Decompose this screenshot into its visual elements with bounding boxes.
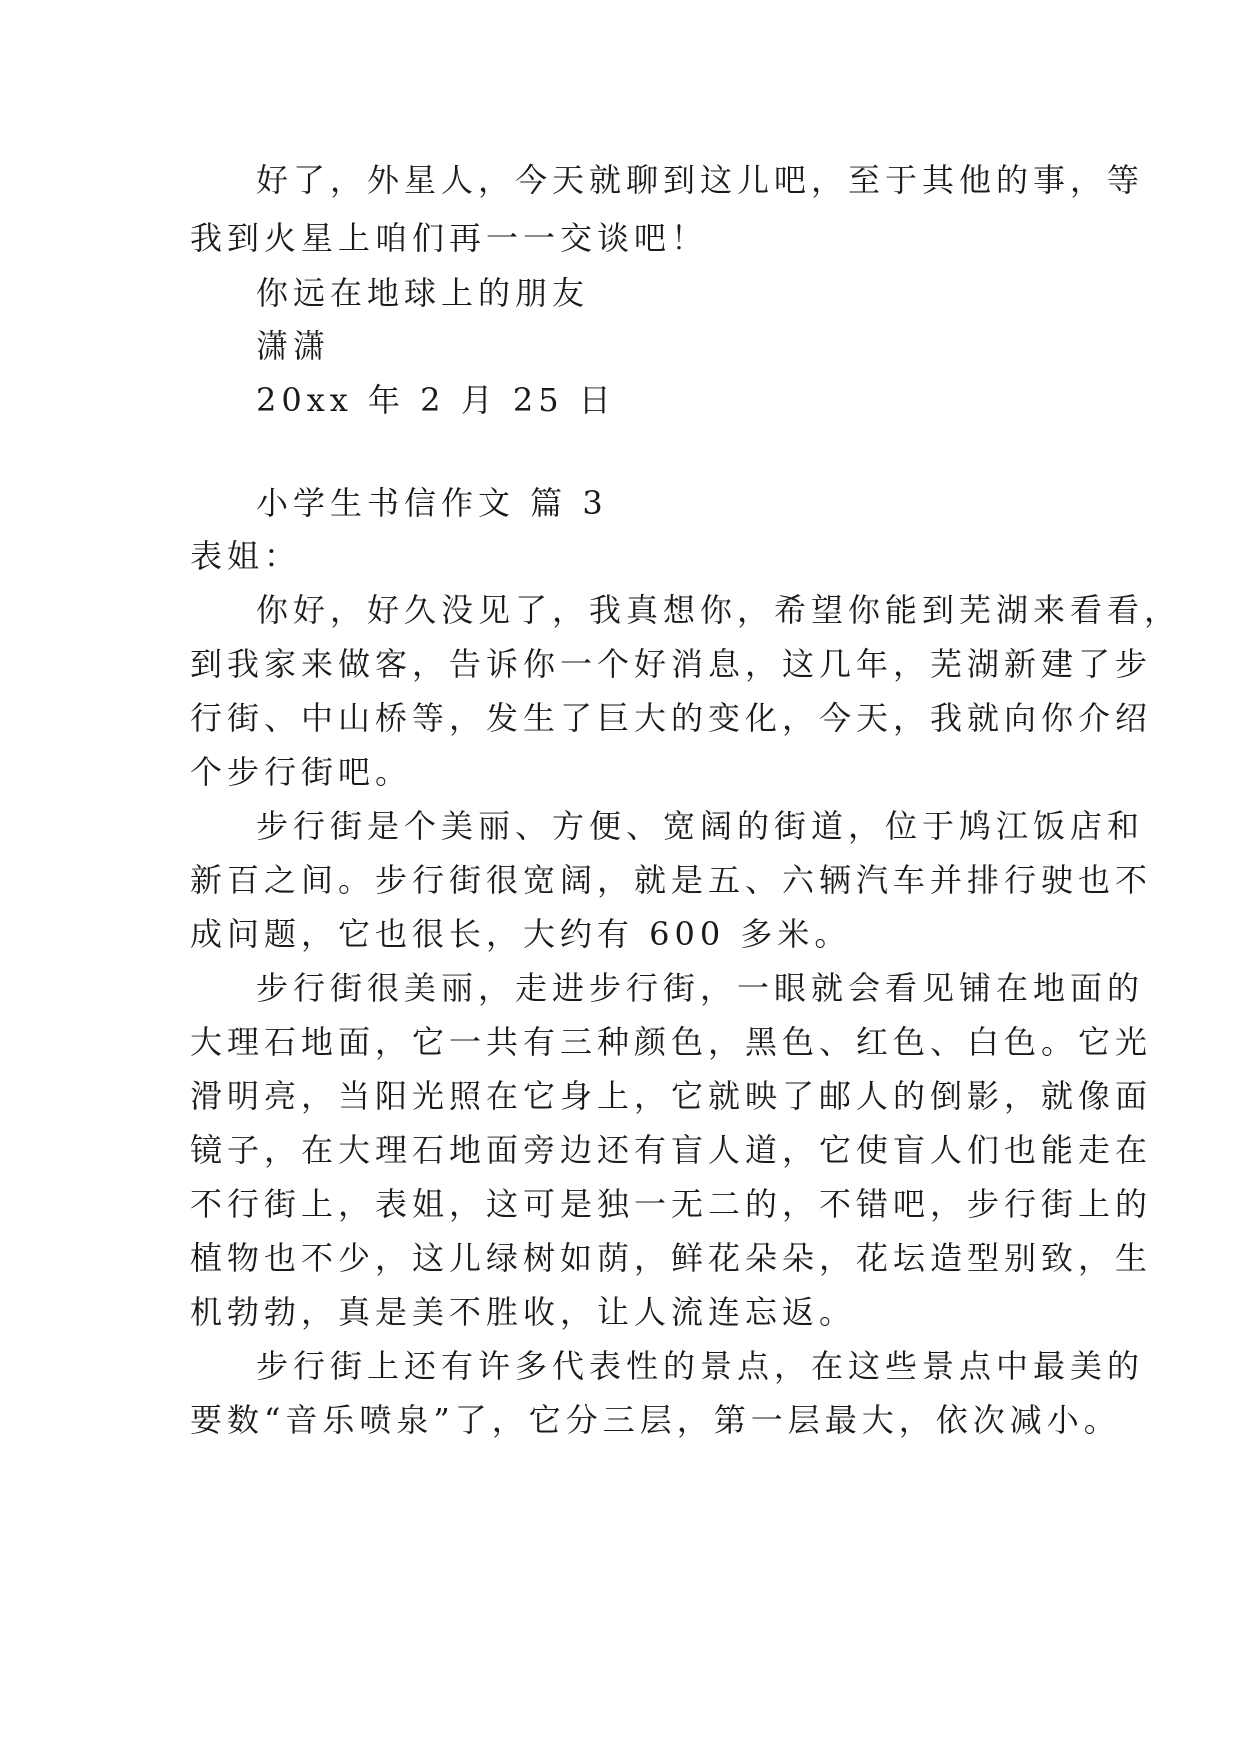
paragraph-line: 行街、中山桥等，发生了巨大的变化，今天，我就向你介绍	[190, 699, 1153, 737]
section-heading: 小学生书信作文 篇 3	[256, 484, 608, 522]
paragraph-line: 好了，外星人，今天就聊到这儿吧，至于其他的事，等	[256, 161, 1145, 199]
paragraph-line: 步行街是个美丽、方便、宽阔的街道，位于鸠江饭店和	[256, 807, 1145, 845]
paragraph-line: 到我家来做客，告诉你一个好消息，这几年，芜湖新建了步	[190, 645, 1153, 683]
letter-date: 20xx 年 2 月 25 日	[256, 381, 616, 419]
paragraph-line: 我到火星上咱们再一一交谈吧！	[190, 219, 709, 257]
paragraph-line: 镜子，在大理石地面旁边还有盲人道，它使盲人们也能走在	[190, 1131, 1153, 1169]
paragraph-line: 要数“音乐喷泉”了，它分三层，第一层最大，依次减小。	[190, 1401, 1121, 1439]
paragraph-line: 机勃勃，真是美不胜收，让人流连忘返。	[190, 1293, 857, 1331]
paragraph-line: 不行街上，表姐，这可是独一无二的，不错吧，步行街上的	[190, 1185, 1153, 1223]
signature-line: 你远在地球上的朋友	[256, 274, 590, 312]
paragraph-line: 滑明亮，当阳光照在它身上，它就映了邮人的倒影，就像面	[190, 1077, 1153, 1115]
salutation: 表姐：	[190, 537, 302, 575]
paragraph-line: 步行街上还有许多代表性的景点，在这些景点中最美的	[256, 1347, 1145, 1385]
paragraph-line: 植物也不少，这儿绿树如荫，鲜花朵朵，花坛造型别致，生	[190, 1239, 1153, 1277]
paragraph-line: 新百之间。步行街很宽阔，就是五、六辆汽车并排行驶也不	[190, 861, 1153, 899]
signature-name: 潇潇	[256, 327, 331, 365]
paragraph-line: 个步行街吧。	[190, 753, 413, 791]
paragraph-line: 成问题，它也很长，大约有 600 多米。	[190, 915, 852, 953]
paragraph-line: 步行街很美丽，走进步行街，一眼就会看见铺在地面的	[256, 969, 1145, 1007]
paragraph-line: 大理石地面，它一共有三种颜色，黑色、红色、白色。它光	[190, 1023, 1153, 1061]
paragraph-line: 你好，好久没见了，我真想你，希望你能到芜湖来看看，	[256, 591, 1182, 629]
